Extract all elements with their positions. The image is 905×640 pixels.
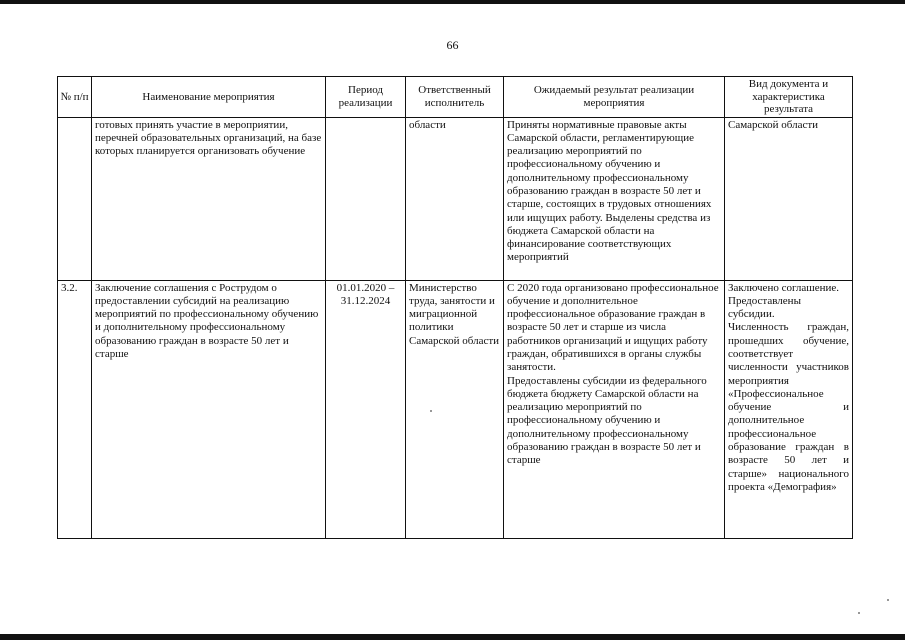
result-paragraph: Предоставлены субсидии из федерального бюджета бюджету Самарской области на реализацию мероприятий по профессиональному обучению и дополнительному профессиональному образованию граждан в возрасте 50 лет и старше bbox=[507, 374, 707, 467]
header-expected-result: Ожидаемый результат реализации мероприятия bbox=[504, 77, 725, 118]
cell-executor: области bbox=[406, 117, 504, 280]
cell-result: Приняты нормативные правовые акты Самарской области, регламентирующие реализацию мероприятий по профессиональному обучению и дополнительному профессиональному образованию граждан в возрасте 50 лет и старше, состоящих в трудовых отношениях или ищущих работу. Выделены средства из бюджета Самарской области на финансирование соответствующих мероприятий bbox=[504, 117, 725, 280]
scan-speck bbox=[858, 612, 860, 614]
table-header-row bbox=[58, 77, 853, 118]
header-document-type: Вид документа и характеристика результата bbox=[725, 77, 853, 118]
header-period: Период реализации bbox=[326, 77, 406, 118]
cell-number bbox=[58, 117, 92, 280]
cell-period: 01.01.2020 – 31.12.2024 bbox=[326, 280, 406, 538]
page-number: 66 bbox=[446, 38, 459, 52]
document-paragraph: Предоставлены субсидии. bbox=[728, 294, 801, 321]
result-paragraph: С 2020 года организовано профессиональное обучение и дополнительное профессиональное образование граждан в возрасте 50 лет и старше из числа работников организаций и ищущих работу граждан, обратившихся в органы службы занятости. bbox=[507, 281, 719, 374]
header-executor: Ответственный исполнитель bbox=[406, 77, 504, 118]
cell-result bbox=[504, 280, 725, 538]
table-row bbox=[58, 280, 853, 538]
table-row bbox=[58, 117, 853, 280]
top-border bbox=[0, 0, 905, 4]
scan-speck bbox=[887, 599, 889, 601]
cell-document bbox=[725, 280, 853, 538]
measures-table bbox=[57, 76, 853, 539]
cell-executor: Министерство труда, занятости и миграционной политики Самарской области bbox=[406, 280, 504, 538]
cell-name: Заключение соглашения с Рострудом о предоставлении субсидий на реализацию мероприятий по профессиональному обучению и дополнительному профессиональному образованию граждан в возрасте 50 лет и старше bbox=[92, 280, 326, 538]
cell-name: готовых принять участие в мероприятии, перечней образовательных организаций, на базе которых планируется организовать обучение bbox=[92, 117, 326, 280]
header-number: № п/п bbox=[58, 77, 92, 118]
scan-speck bbox=[430, 410, 432, 412]
header-name: Наименование мероприятия bbox=[92, 77, 326, 118]
document-paragraph: Численность граждан, прошедших обучение, соответствует численности участников мероприятия «Профессиональное обучение и дополнительное профессиональное образование граждан в возрасте 50 лет и старше» национального проекта «Демография» bbox=[728, 321, 849, 493]
bottom-border bbox=[0, 634, 905, 640]
cell-document: Самарской области bbox=[725, 117, 853, 280]
cell-period bbox=[326, 117, 406, 280]
document-paragraph: Заключено соглашение. bbox=[728, 281, 840, 294]
cell-number: 3.2. bbox=[58, 280, 92, 538]
